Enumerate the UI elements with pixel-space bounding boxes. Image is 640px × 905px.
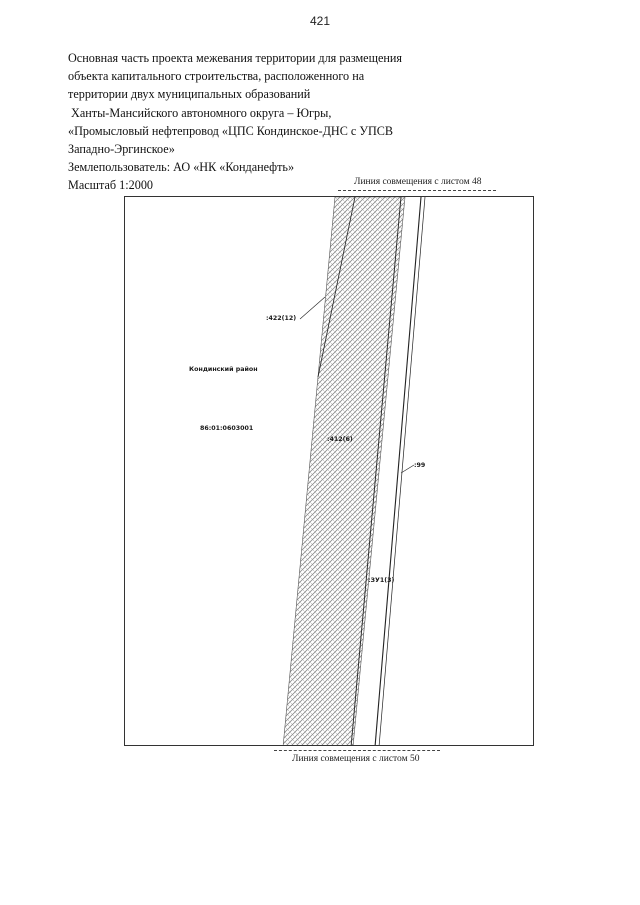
map-drawing	[125, 197, 534, 746]
page-number: 421	[309, 14, 331, 28]
heading-line: территории двух муниципальных образований	[68, 87, 311, 102]
combine-line-top-label: Линия совмещения с листом 48	[354, 177, 482, 187]
map-label-district: Кондинский район	[189, 366, 258, 373]
heading-line: Ханты-Мансийского автономного округа – Югры,	[68, 105, 332, 120]
combine-line-bottom-dash	[274, 750, 440, 751]
heading-line: Западно-Эргинское»	[68, 142, 175, 157]
scale-label: Масштаб 1:2000	[68, 178, 154, 193]
heading-line: объекта капитального строительства, расположенного на	[68, 69, 365, 84]
map-sheet	[124, 196, 534, 746]
heading-line: Землепользователь: АО «НК «Конданефть»	[68, 160, 295, 175]
combine-line-top-dash	[338, 190, 496, 191]
hatched-corridor	[283, 197, 405, 746]
map-label-land-plot: :ЗУ1(3)	[368, 577, 395, 584]
heading-line: «Промысловый нефтепровод «ЦПС Кондинское-ДНС с УПСВ	[68, 123, 394, 138]
leader-line-422	[300, 297, 325, 319]
combine-line-bottom-label: Линия совмещения с листом 50	[292, 754, 420, 764]
heading-line: Основная часть проекта межевания территории для размещения	[68, 51, 403, 65]
document-heading	[68, 49, 448, 195]
map-label-parcel-422: :422(12)	[266, 315, 297, 322]
map-label-parcel-99: :99	[414, 462, 426, 469]
leader-line-99	[401, 465, 414, 473]
map-label-parcel-412: :412(6)	[327, 436, 353, 443]
map-label-cadastral-quarter: 86:01:0603001	[200, 425, 254, 432]
